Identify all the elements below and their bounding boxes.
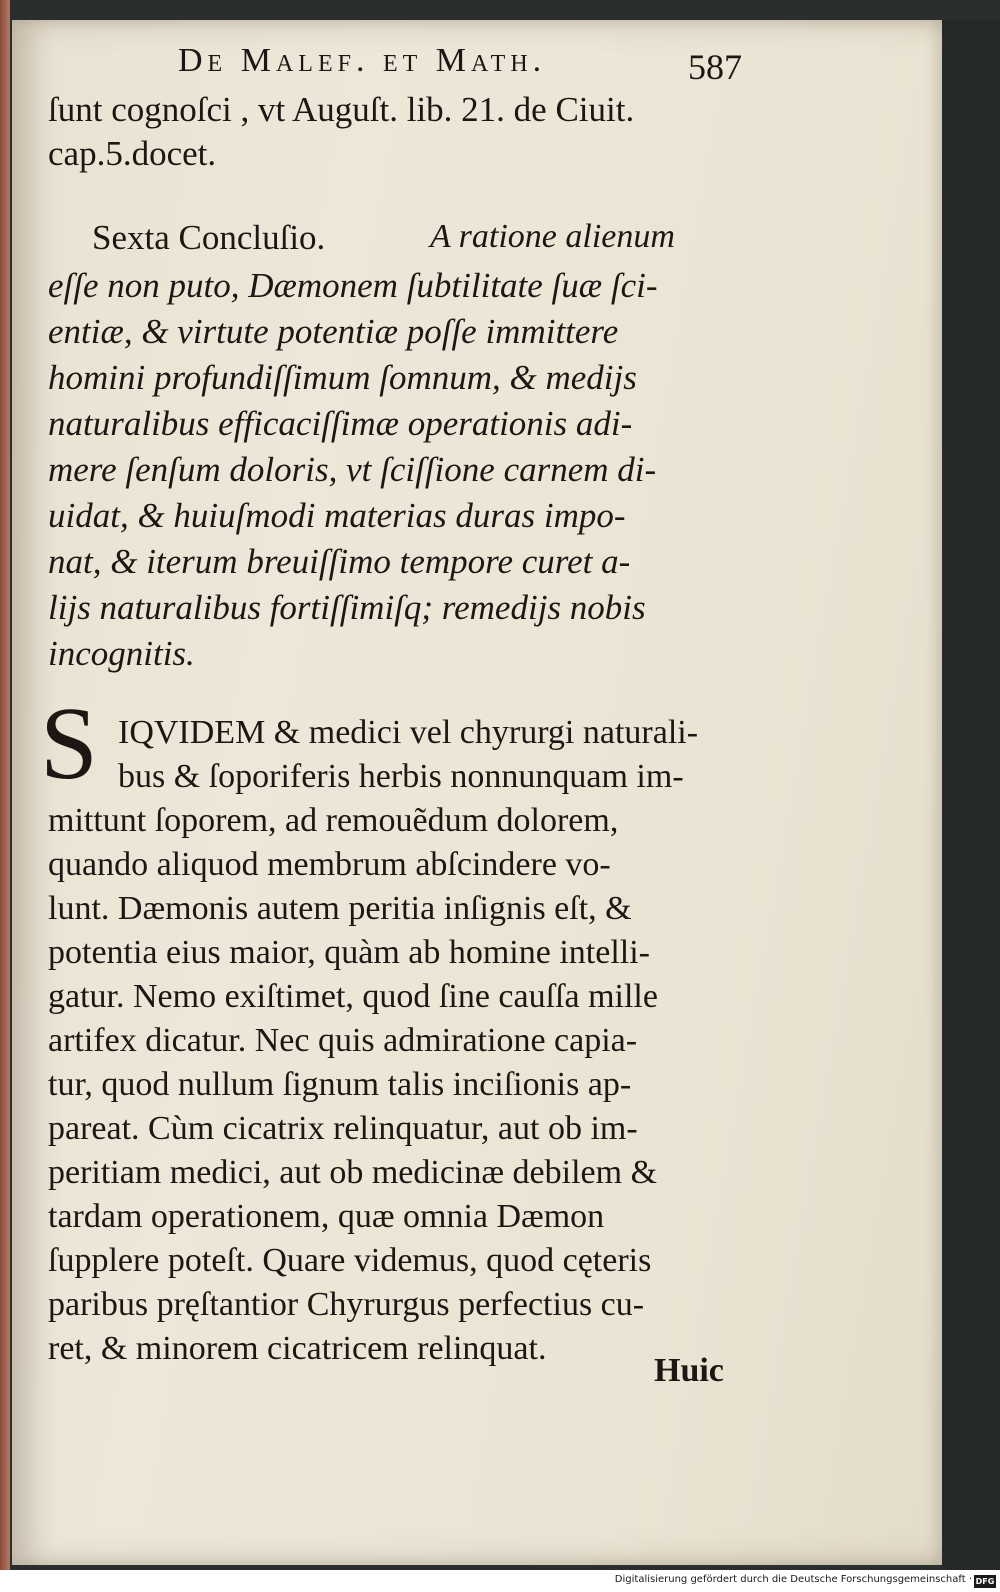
conclusion-line: homini profundiſſimum ſomnum, & medijs	[48, 358, 637, 397]
conclusion-line: nat, & iterum breuiſſimo tempore curet a-	[48, 542, 631, 581]
digitization-credit[interactable]: Digitalisierung gefördert durch die Deutsche Forschungsgemeinschaft ·	[614, 1574, 972, 1585]
paragraph-line: gatur. Nemo exiſtimet, quod ſine cauſſa mille	[48, 978, 658, 1015]
conclusion-line: naturalibus efficaciſſimæ operationis adi-	[48, 404, 633, 443]
paragraph-line: tur, quod nullum ſignum talis inciſionis ap-	[48, 1066, 632, 1103]
conclusion-line: entiæ, & virtute potentiæ poſſe immittere	[48, 312, 619, 351]
page-number: 587	[688, 47, 742, 87]
scan-border-right	[942, 20, 1000, 1570]
conclusion-line: uidat, & huiuſmodi materias duras impo-	[48, 496, 626, 535]
paragraph-line: potentia eius maior, quàm ab homine intelli-	[48, 934, 650, 971]
catchword: Huic	[654, 1352, 724, 1389]
conclusion-label: Sexta Concluſio.	[92, 218, 326, 257]
running-header: De Malef. et Math.	[178, 42, 547, 79]
paragraph-line: mittunt ſoporem, ad remouẽdum dolorem,	[48, 802, 619, 839]
text-line: ſunt cognoſci , vt Auguſt. lib. 21. de Ciuit.	[48, 90, 635, 129]
conclusion-line: eſſe non puto, Dæmonem ſubtilitate ſuæ ſci-	[48, 266, 658, 305]
paragraph-line: ret, & minorem cicatricem relinquat.	[48, 1330, 547, 1367]
paragraph-line: quando aliquod membrum abſcindere vo-	[48, 846, 611, 883]
conclusion-line: lijs naturalibus fortiſſimiſq; remedijs nobis	[48, 588, 646, 627]
text-line: cap.5.docet.	[48, 134, 217, 173]
paragraph-line: artifex dicatur. Nec quis admiratione capia-	[48, 1022, 638, 1059]
dfg-logo-icon[interactable]: DFG	[975, 1577, 995, 1586]
paragraph-line: tardam operationem, quæ omnia Dæmon	[48, 1198, 605, 1235]
paragraph-line: bus & ſoporiferis herbis nonnunquam im-	[118, 758, 684, 795]
conclusion-line: mere ſenſum doloris, vt ſciſſione carnem di-	[48, 450, 657, 489]
book-spine-edge	[0, 0, 10, 1570]
paragraph-first-line: IQVIDEM & medici vel chyrurgi naturali-	[118, 714, 699, 751]
conclusion-text: A ratione alienum	[430, 218, 675, 255]
paragraph-line: ſupplere poteſt. Quare videmus, quod cęteris	[48, 1242, 652, 1279]
paragraph-line: peritiam medici, aut ob medicinæ debilem &	[48, 1154, 658, 1191]
drop-capital: S	[40, 686, 98, 801]
paragraph-line: pareat. Cùm cicatrix relinquatur, aut ob im-	[48, 1110, 638, 1147]
conclusion-line: incognitis.	[48, 634, 195, 673]
footer-bar	[0, 1572, 1000, 1592]
paragraph-line: lunt. Dæmonis autem peritia inſignis eſt, &	[48, 890, 632, 927]
paragraph-line: paribus pręſtantior Chyrurgus perfectius cu-	[48, 1286, 645, 1323]
